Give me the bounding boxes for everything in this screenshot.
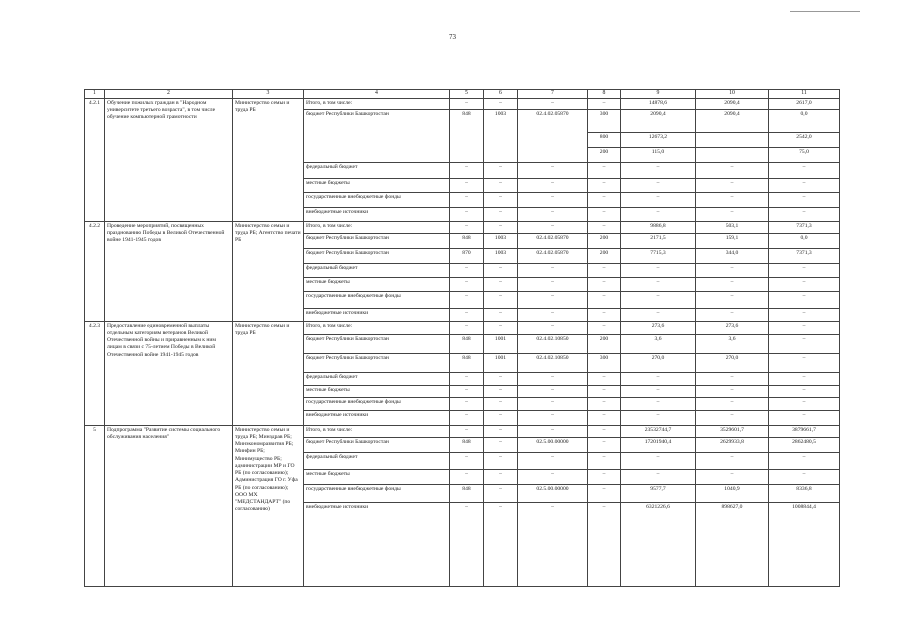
gov-code-cell: – <box>450 291 484 308</box>
gov-code-cell: – <box>450 469 484 484</box>
expense-type-cell: – <box>588 469 621 484</box>
measure-name-cell: Предоставление единовременной выплаты отдельным категориям ветеранов Великой Отечественной войны и приравненным к ним лицам в связи с 75-летием Победы в Великой Отечественной войне 1941-1945 годов <box>105 321 233 425</box>
year-amount-2-cell: – <box>769 397 840 410</box>
gov-code-cell: 848 <box>450 109 484 162</box>
year-amount-1-cell: 2090,4 <box>696 98 769 109</box>
funding-source-cell: бюджет Республики Башкортостан <box>304 334 450 353</box>
expense-type-cell: – <box>588 178 621 192</box>
section-code-cell: 1003 <box>484 233 518 248</box>
year-amount-2-cell: – <box>769 263 840 277</box>
year-amount-2-cell: 3879661,7 <box>769 425 840 437</box>
target-code-cell: – <box>518 308 588 321</box>
expense-type-cell: – <box>588 308 621 321</box>
expense-type-cell: – <box>588 385 621 397</box>
target-code-cell: – <box>518 425 588 437</box>
header-cell: 2 <box>105 90 233 99</box>
scan-mark <box>790 11 860 12</box>
year-amount-2-cell: 7371,3 <box>769 248 840 263</box>
year-amount-2-cell: 1008844,4 <box>769 502 840 586</box>
header-cell: 9 <box>621 90 696 99</box>
total-amount-cell: 9577,7 <box>621 484 696 502</box>
total-amount-cell: 2090,4 <box>621 109 696 132</box>
target-code-cell: – <box>518 98 588 109</box>
executor-cell: Министерство семьи и труда РБ; Минздрав РБ; Минэкономразвития РБ; Минфин РБ; Минимущество РБ; администрации МР и ГО РБ (по согласованию); Администрация ГО г. Уфа РБ (по согласованию); ООО МХ "МЕДСТАНДАРТ" (по согласованию) <box>233 425 304 586</box>
funding-source-cell: федеральный бюджет <box>304 372 450 385</box>
year-amount-2-cell: 2617,0 <box>769 98 840 109</box>
gov-code-cell: 848 <box>450 334 484 353</box>
gov-code-cell: – <box>450 162 484 178</box>
total-amount-cell: – <box>621 308 696 321</box>
target-code-cell: – <box>518 277 588 291</box>
table-body <box>85 98 840 586</box>
funding-source-cell: федеральный бюджет <box>304 452 450 469</box>
measure-name-cell: Проведение мероприятий, посвященных празднованию Победы в Великой Отечественной войне 1941-1945 годов <box>105 221 233 321</box>
total-amount-cell: – <box>621 263 696 277</box>
header-cell: 5 <box>450 90 484 99</box>
expense-type-cell: – <box>588 207 621 221</box>
gov-code-cell: 870 <box>450 248 484 263</box>
expense-type-cell: – <box>588 437 621 452</box>
section-code-cell: – <box>484 263 518 277</box>
gov-code-cell: – <box>450 385 484 397</box>
target-code-cell: 02.5.00.00000 <box>518 484 588 502</box>
funding-source-cell: бюджет Республики Башкортостан <box>304 248 450 263</box>
gov-code-cell: – <box>450 192 484 207</box>
funding-source-cell: государственные внебюджетные фонды <box>304 484 450 502</box>
expense-type-cell: – <box>588 291 621 308</box>
year-amount-1-cell <box>696 147 769 162</box>
table-row <box>85 221 840 233</box>
executor-cell: Министерство семьи и труда РБ; Агентство печати РБ <box>233 221 304 321</box>
year-amount-1-cell: 1040,9 <box>696 484 769 502</box>
section-code-cell: – <box>484 502 518 586</box>
section-code-cell: – <box>484 385 518 397</box>
item-number-cell: 4.2.3 <box>85 321 105 425</box>
section-code-cell: – <box>484 425 518 437</box>
target-code-cell: – <box>518 207 588 221</box>
gov-code-cell: – <box>450 372 484 385</box>
funding-source-cell: местные бюджеты <box>304 277 450 291</box>
section-code-cell: – <box>484 469 518 484</box>
funding-source-cell: бюджет Республики Башкортостан <box>304 109 450 162</box>
year-amount-1-cell: 503,1 <box>696 221 769 233</box>
expense-type-cell: – <box>588 372 621 385</box>
total-amount-cell: – <box>621 178 696 192</box>
year-amount-2-cell: – <box>769 277 840 291</box>
year-amount-1-cell: – <box>696 263 769 277</box>
year-amount-2-cell: – <box>769 452 840 469</box>
target-code-cell: 02.5.00.00000 <box>518 437 588 452</box>
funding-source-cell: Итого, в том числе: <box>304 221 450 233</box>
expense-type-cell: – <box>588 277 621 291</box>
section-code-cell: – <box>484 98 518 109</box>
year-amount-1-cell: 273,6 <box>696 321 769 334</box>
target-code-cell: – <box>518 221 588 233</box>
target-code-cell: – <box>518 385 588 397</box>
executor-cell: Министерство семьи и труда РБ <box>233 98 304 221</box>
gov-code-cell: – <box>450 425 484 437</box>
section-code-cell: 1001 <box>484 353 518 372</box>
target-code-cell: – <box>518 263 588 277</box>
expense-type-cell: – <box>588 397 621 410</box>
gov-code-cell: – <box>450 502 484 586</box>
section-code-cell: – <box>484 221 518 233</box>
funding-source-cell: Итого, в том числе: <box>304 321 450 334</box>
section-code-cell: – <box>484 397 518 410</box>
total-amount-cell: 3,6 <box>621 334 696 353</box>
funding-source-cell: внебюджетные источники <box>304 308 450 321</box>
year-amount-1-cell: 2629933,8 <box>696 437 769 452</box>
section-code-cell: – <box>484 277 518 291</box>
total-amount-cell: 17201940,4 <box>621 437 696 452</box>
year-amount-2-cell: – <box>769 207 840 221</box>
header-row <box>85 90 840 99</box>
gov-code-cell: – <box>450 207 484 221</box>
total-amount-cell: 14878,6 <box>621 98 696 109</box>
funding-source-cell: федеральный бюджет <box>304 162 450 178</box>
year-amount-2-cell: – <box>769 162 840 178</box>
gov-code-cell: – <box>450 221 484 233</box>
total-amount-cell: 115,0 <box>621 147 696 162</box>
total-amount-cell: – <box>621 277 696 291</box>
gov-code-cell: – <box>450 321 484 334</box>
section-code-cell: – <box>484 207 518 221</box>
expense-type-cell: 300 <box>588 109 621 132</box>
year-amount-1-cell: – <box>696 469 769 484</box>
target-code-cell: – <box>518 410 588 425</box>
year-amount-1-cell: 270,0 <box>696 353 769 372</box>
gov-code-cell: 848 <box>450 437 484 452</box>
header-cell: 6 <box>484 90 518 99</box>
gov-code-cell: 848 <box>450 484 484 502</box>
gov-code-cell: – <box>450 98 484 109</box>
funding-source-cell: внебюджетные источники <box>304 502 450 586</box>
budget-table <box>84 89 840 587</box>
year-amount-1-cell: – <box>696 410 769 425</box>
year-amount-1-cell: – <box>696 385 769 397</box>
funding-source-cell: государственные внебюджетные фонды <box>304 291 450 308</box>
expense-type-cell: – <box>588 452 621 469</box>
year-amount-1-cell: – <box>696 162 769 178</box>
expense-type-cell: – <box>588 321 621 334</box>
total-amount-cell: 9886,8 <box>621 221 696 233</box>
target-code-cell: – <box>518 452 588 469</box>
year-amount-2-cell: – <box>769 469 840 484</box>
total-amount-cell: – <box>621 291 696 308</box>
header-cell: 7 <box>518 90 588 99</box>
expense-type-cell: 200 <box>588 233 621 248</box>
year-amount-1-cell: – <box>696 397 769 410</box>
year-amount-2-cell: – <box>769 410 840 425</box>
funding-source-cell: Итого, в том числе: <box>304 425 450 437</box>
header-cell: 3 <box>233 90 304 99</box>
section-code-cell: – <box>484 410 518 425</box>
year-amount-2-cell: – <box>769 372 840 385</box>
year-amount-2-cell: 0,0 <box>769 233 840 248</box>
table-row <box>85 425 840 437</box>
year-amount-1-cell: 344,0 <box>696 248 769 263</box>
item-number-cell: 4.2.2 <box>85 221 105 321</box>
gov-code-cell: – <box>450 410 484 425</box>
funding-source-cell: государственные внебюджетные фонды <box>304 192 450 207</box>
funding-source-cell: местные бюджеты <box>304 385 450 397</box>
expense-type-cell: – <box>588 410 621 425</box>
year-amount-2-cell: 8336,8 <box>769 484 840 502</box>
expense-type-cell: – <box>588 425 621 437</box>
year-amount-1-cell: 3,6 <box>696 334 769 353</box>
total-amount-cell: – <box>621 207 696 221</box>
funding-source-cell: внебюджетные источники <box>304 207 450 221</box>
expense-type-cell: – <box>588 192 621 207</box>
expense-type-cell: 800 <box>588 132 621 147</box>
year-amount-2-cell: – <box>769 334 840 353</box>
target-code-cell: – <box>518 321 588 334</box>
expense-type-cell: 200 <box>588 334 621 353</box>
target-code-cell: 02.4.02.10850 <box>518 353 588 372</box>
gov-code-cell: – <box>450 263 484 277</box>
funding-source-cell: местные бюджеты <box>304 469 450 484</box>
gov-code-cell: – <box>450 308 484 321</box>
target-code-cell: 02.4.02.05870 <box>518 109 588 162</box>
year-amount-1-cell: – <box>696 207 769 221</box>
section-code-cell: – <box>484 162 518 178</box>
expense-type-cell: – <box>588 98 621 109</box>
year-amount-1-cell: – <box>696 192 769 207</box>
year-amount-2-cell: – <box>769 178 840 192</box>
expense-type-cell: 200 <box>588 248 621 263</box>
section-code-cell: – <box>484 178 518 192</box>
expense-type-cell: 200 <box>588 147 621 162</box>
total-amount-cell: – <box>621 162 696 178</box>
target-code-cell: 02.4.02.05870 <box>518 233 588 248</box>
item-number-cell: 4.2.1 <box>85 98 105 221</box>
gov-code-cell: – <box>450 452 484 469</box>
target-code-cell: – <box>518 291 588 308</box>
table-row <box>85 98 840 109</box>
year-amount-2-cell: 75,0 <box>769 147 840 162</box>
total-amount-cell: – <box>621 452 696 469</box>
total-amount-cell: 12673,2 <box>621 132 696 147</box>
section-code-cell: – <box>484 321 518 334</box>
section-code-cell: – <box>484 372 518 385</box>
target-code-cell: – <box>518 469 588 484</box>
year-amount-2-cell: – <box>769 308 840 321</box>
header-cell: 4 <box>304 90 450 99</box>
year-amount-1-cell: – <box>696 452 769 469</box>
total-amount-cell: 6321226,6 <box>621 502 696 586</box>
target-code-cell: – <box>518 192 588 207</box>
target-code-cell: – <box>518 372 588 385</box>
gov-code-cell: – <box>450 397 484 410</box>
year-amount-2-cell: 2862480,5 <box>769 437 840 452</box>
expense-type-cell: – <box>588 502 621 586</box>
total-amount-cell: 273,6 <box>621 321 696 334</box>
year-amount-1-cell <box>696 132 769 147</box>
total-amount-cell: 23532744,7 <box>621 425 696 437</box>
gov-code-cell: – <box>450 178 484 192</box>
header-cell: 8 <box>588 90 621 99</box>
funding-source-cell: бюджет Республики Башкортостан <box>304 437 450 452</box>
funding-source-cell: бюджет Республики Башкортостан <box>304 233 450 248</box>
target-code-cell: 02.4.02.10850 <box>518 334 588 353</box>
table-row <box>85 321 840 334</box>
expense-type-cell: – <box>588 263 621 277</box>
section-code-cell: – <box>484 437 518 452</box>
year-amount-1-cell: – <box>696 277 769 291</box>
header-cell: 1 <box>85 90 105 99</box>
expense-type-cell: 300 <box>588 353 621 372</box>
expense-type-cell: – <box>588 484 621 502</box>
target-code-cell: – <box>518 397 588 410</box>
total-amount-cell: – <box>621 385 696 397</box>
section-code-cell: – <box>484 192 518 207</box>
total-amount-cell: 270,0 <box>621 353 696 372</box>
total-amount-cell: – <box>621 192 696 207</box>
executor-cell: Министерство семьи и труда РБ <box>233 321 304 425</box>
section-code-cell: – <box>484 308 518 321</box>
target-code-cell: 02.4.02.05870 <box>518 248 588 263</box>
year-amount-1-cell: – <box>696 291 769 308</box>
section-code-cell: – <box>484 291 518 308</box>
funding-source-cell: бюджет Республики Башкортостан <box>304 353 450 372</box>
year-amount-1-cell: – <box>696 178 769 192</box>
year-amount-1-cell: 3529601,7 <box>696 425 769 437</box>
header-cell: 10 <box>696 90 769 99</box>
year-amount-2-cell: – <box>769 291 840 308</box>
year-amount-1-cell: – <box>696 308 769 321</box>
funding-source-cell: Итого, в том числе: <box>304 98 450 109</box>
total-amount-cell: – <box>621 410 696 425</box>
target-code-cell: – <box>518 162 588 178</box>
section-code-cell: – <box>484 484 518 502</box>
funding-source-cell: федеральный бюджет <box>304 263 450 277</box>
page-number: 73 <box>449 33 456 41</box>
measure-name-cell: Обучение пожилых граждан в "Народном университете третьего возраста", в том числе обучение компьютерной грамотности <box>105 98 233 221</box>
funding-source-cell: государственные внебюджетные фонды <box>304 397 450 410</box>
year-amount-2-cell: – <box>769 385 840 397</box>
year-amount-1-cell: 159,1 <box>696 233 769 248</box>
total-amount-cell: – <box>621 469 696 484</box>
funding-source-cell: внебюджетные источники <box>304 410 450 425</box>
year-amount-1-cell: 898627,0 <box>696 502 769 586</box>
section-code-cell: 1003 <box>484 109 518 162</box>
target-code-cell: – <box>518 502 588 586</box>
gov-code-cell: 848 <box>450 353 484 372</box>
year-amount-2-cell: – <box>769 192 840 207</box>
section-code-cell: 1003 <box>484 248 518 263</box>
item-number-cell: 5 <box>85 425 105 586</box>
year-amount-2-cell: – <box>769 321 840 334</box>
section-code-cell: 1001 <box>484 334 518 353</box>
year-amount-1-cell: – <box>696 372 769 385</box>
header-cell: 11 <box>769 90 840 99</box>
year-amount-2-cell: 0,0 <box>769 109 840 132</box>
year-amount-2-cell: – <box>769 353 840 372</box>
gov-code-cell: – <box>450 277 484 291</box>
expense-type-cell: – <box>588 221 621 233</box>
year-amount-1-cell: 2090,4 <box>696 109 769 132</box>
year-amount-2-cell: 7371,3 <box>769 221 840 233</box>
expense-type-cell: – <box>588 162 621 178</box>
gov-code-cell: 848 <box>450 233 484 248</box>
total-amount-cell: 2171,5 <box>621 233 696 248</box>
target-code-cell: – <box>518 178 588 192</box>
year-amount-2-cell: 2542,0 <box>769 132 840 147</box>
measure-name-cell: Подпрограмма "Развитие системы социального обслуживания населения" <box>105 425 233 586</box>
section-code-cell: – <box>484 452 518 469</box>
total-amount-cell: – <box>621 397 696 410</box>
funding-source-cell: местные бюджеты <box>304 178 450 192</box>
total-amount-cell: 7715,3 <box>621 248 696 263</box>
total-amount-cell: – <box>621 372 696 385</box>
